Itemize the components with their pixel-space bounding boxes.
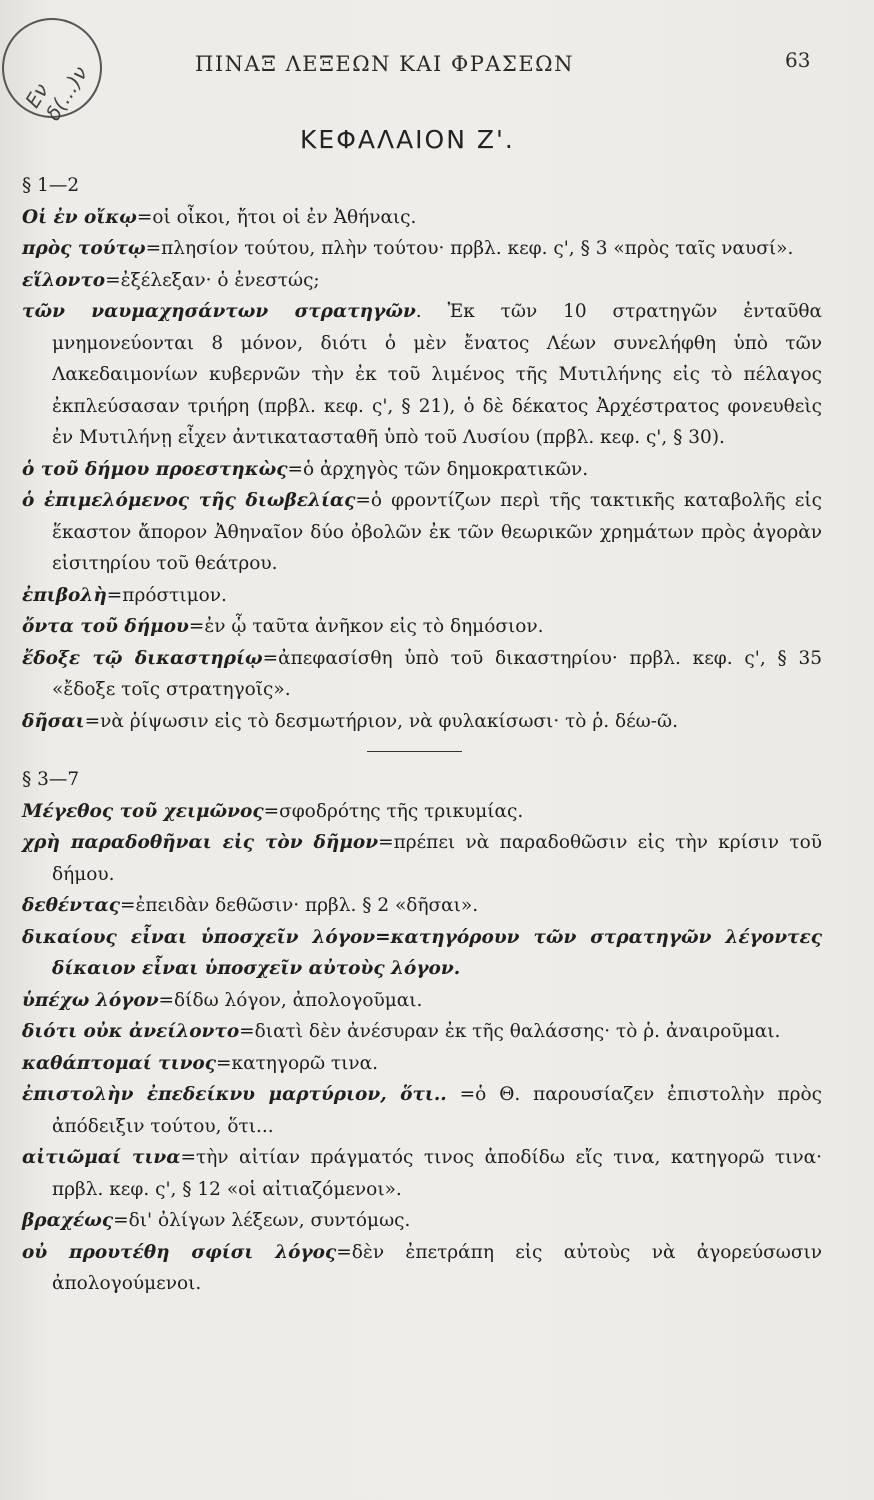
entry-definition: =οἱ οἶκοι, ἤτοι οἱ ἐν Ἀθήναις. [136,206,417,228]
entry-term: δικαίους εἶναι ὑποσχεῖν λόγον=κατηγόρουν τῶν στρατηγῶν λέγοντες δίκαιον εἶναι ὑποσχεῖν αὐτοὺς λόγον. [22,926,822,979]
glossary-entry [22,202,822,234]
glossary-entry [22,454,822,486]
running-title: ΠΙΝΑΞ ΛΕΞΕΩΝ ΚΑΙ ΦΡΑΣΕΩΝ [195,52,574,76]
glossary-entry [22,1142,822,1205]
glossary-entry [22,1016,822,1048]
entry-term: καθάπτομαί τινος [22,1052,217,1074]
section-heading: § 3—7 [22,769,80,790]
entry-term: βραχέως [22,1210,114,1231]
entry-term: ὑπέχω λόγον [22,989,159,1011]
glossary-entry [22,706,822,738]
glossary-entry [22,1237,822,1300]
glossary-entry [22,827,822,890]
glossary-entry [22,922,822,985]
entry-term: τῶν ναυμαχησάντων στρατηγῶν [22,301,416,322]
entry-definition: =ἐν ᾧ ταῦτα ἀνῆκον εἰς τὸ δημόσιον. [188,616,544,637]
entry-definition: =ὁ Θ. παρουσίαζεν ἐπιστολὴν πρὸς ἀπόδειξιν τούτου, ὅτι... [52,1084,822,1137]
glossary-entry [22,796,822,828]
glossary-entry [22,1079,822,1142]
entry-term: δῆσαι [22,710,85,732]
section-divider [367,751,462,752]
entry-term: εἵλοντο [22,269,106,291]
entry-term: Μέγεθος τοῦ χειμῶνος [22,800,264,822]
glossary-entry [22,643,822,706]
page-number: 63 [785,48,811,72]
glossary-entry [22,1205,822,1237]
glossary-entry [22,890,822,922]
glossary-entry [22,296,822,454]
section-2 [22,764,822,1300]
entry-term: ὄντα τοῦ δήμου [22,616,189,637]
entry-definition: =ἐπειδὰν δεθῶσιν· πρβλ. § 2 «δῆσαι». [119,895,479,916]
entry-term: ὁ ἐπιμελόμενος τῆς διωβελίας [22,490,356,511]
entry-list [22,202,822,738]
glossary-entry [22,611,822,643]
section-1 [22,170,822,737]
entry-list [22,796,822,1300]
entry-term: χρὴ παραδοθῆναι εἰς τὸν δῆμον [22,832,379,853]
entry-definition: =πρέπει νὰ παραδοθῶσιν εἰς τὴν κρίσιν τοῦ δήμου. [52,832,822,885]
glossary-body [22,170,822,1300]
entry-definition: =δὲν ἐπετράπη εἰς αὐτοὺς νὰ ἀγορεύσωσιν ἀπολογούμενοι. [52,1241,822,1294]
entry-definition: =ἀπεφασίσθη ὑπὸ τοῦ δικαστηρίου· πρβλ. κεφ. ς', § 35 «ἔδοξε τοῖς στρατηγοῖς». [52,647,822,700]
entry-term: Οἱ ἐν οἴκῳ [22,206,137,228]
entry-definition: =ὁ φροντίζων περὶ τῆς τακτικῆς καταβολῆς εἰς ἕκαστον ἄπορον Ἀθηναῖον δύο ὀβολῶν ἐκ τῶν θεωρικῶν χρημάτων πρὸς ἀγορὰν εἰσιτηρίου τοῦ θεάτρου. [52,490,823,574]
entry-definition: =τὴν αἰτίαν πράγματός τινος ἀποδίδω εἴς τινα, κατηγορῶ τινα· πρβλ. κεφ. ς', § 12 «οἱ αἰτιαζόμενοι». [52,1147,822,1200]
glossary-entry [22,233,822,265]
entry-term: οὐ προυτέθη σφίσι λόγος [22,1241,337,1263]
entry-term: αἰτιῶμαί τινα [22,1147,181,1168]
entry-term: διότι οὐκ ἀνείλοντο [22,1021,240,1042]
entry-definition: =σφοδρότης τῆς τρικυμίας. [263,800,524,822]
glossary-entry [22,485,822,580]
entry-term: ἐπιβολὴ [22,584,107,606]
entry-definition: =διατὶ δὲν ἀνέσυραν ἐκ τῆς θαλάσσης· τὸ ῥ. ἀναιροῦμαι. [239,1021,781,1042]
entry-definition: =νὰ ῥίψωσιν εἰς τὸ δεσμωτήριον, νὰ φυλακίσωσι· τὸ ῥ. δέω-ῶ. [84,710,678,732]
entry-definition: =ὁ ἀρχηγὸς τῶν δημοκρατικῶν. [287,458,589,480]
glossary-entry [22,265,822,297]
entry-definition: =πρόστιμον. [106,584,227,606]
library-stamp [0,5,115,131]
section-heading: § 1—2 [22,175,80,196]
glossary-entry [22,985,822,1017]
entry-term: πρὸς τούτῳ [22,238,146,259]
entry-definition: =κατηγορῶ τινα. [216,1052,379,1074]
stamp-handwriting: Εν δ(…)ν [20,61,93,125]
entry-term: ἔδοξε τῷ δικαστηρίῳ [22,647,263,669]
entry-definition: . Ἐκ τῶν 10 στρατηγῶν ἐνταῦθα μνημονεύονται 8 μόνον, διότι ὁ μὲν ἔνατος Λέων συνελήφθη ὑπὸ τῶν Λακεδαιμονίων κυβερνῶν τὴν ἐκ τοῦ λιμένος τῆς Μυτιλήνης εἰς τὸ πέλαγος ἐκπλεύσασαν τριήρη (πρβλ. κεφ. ς', § 21), ὁ δὲ δέκατος Ἀρχέστρατος φονευθεὶς ἐν Μυτιλήνῃ εἶχεν ἀντικατασταθῆ ὑπὸ τοῦ Λυσίου (πρβλ. κεφ. ς', § 30). [52,301,823,448]
entry-definition: =δίδω λόγον, ἀπολογοῦμαι. [158,989,423,1011]
glossary-entry [22,580,822,612]
entry-definition: =δι' ὀλίγων λέξεων, συντόμως. [113,1210,411,1231]
entry-definition: =ἐξέλεξαν· ὁ ἐνεστώς; [105,269,320,291]
entry-definition: =πλησίον τούτου, πλὴν τούτου· πρβλ. κεφ. ς', § 3 «πρὸς ταῖς ναυσί». [145,238,794,259]
entry-term: ἐπιστολὴν ἐπεδείκνυ μαρτύριον, ὅτι.. [22,1084,447,1105]
chapter-title: ΚΕΦΑΛΑΙΟΝ Ζ'. [300,125,515,154]
glossary-entry [22,1048,822,1080]
entry-term: ὁ τοῦ δήμου προεστηκὼς [22,458,288,480]
entry-term: δεθέντας [22,895,120,916]
